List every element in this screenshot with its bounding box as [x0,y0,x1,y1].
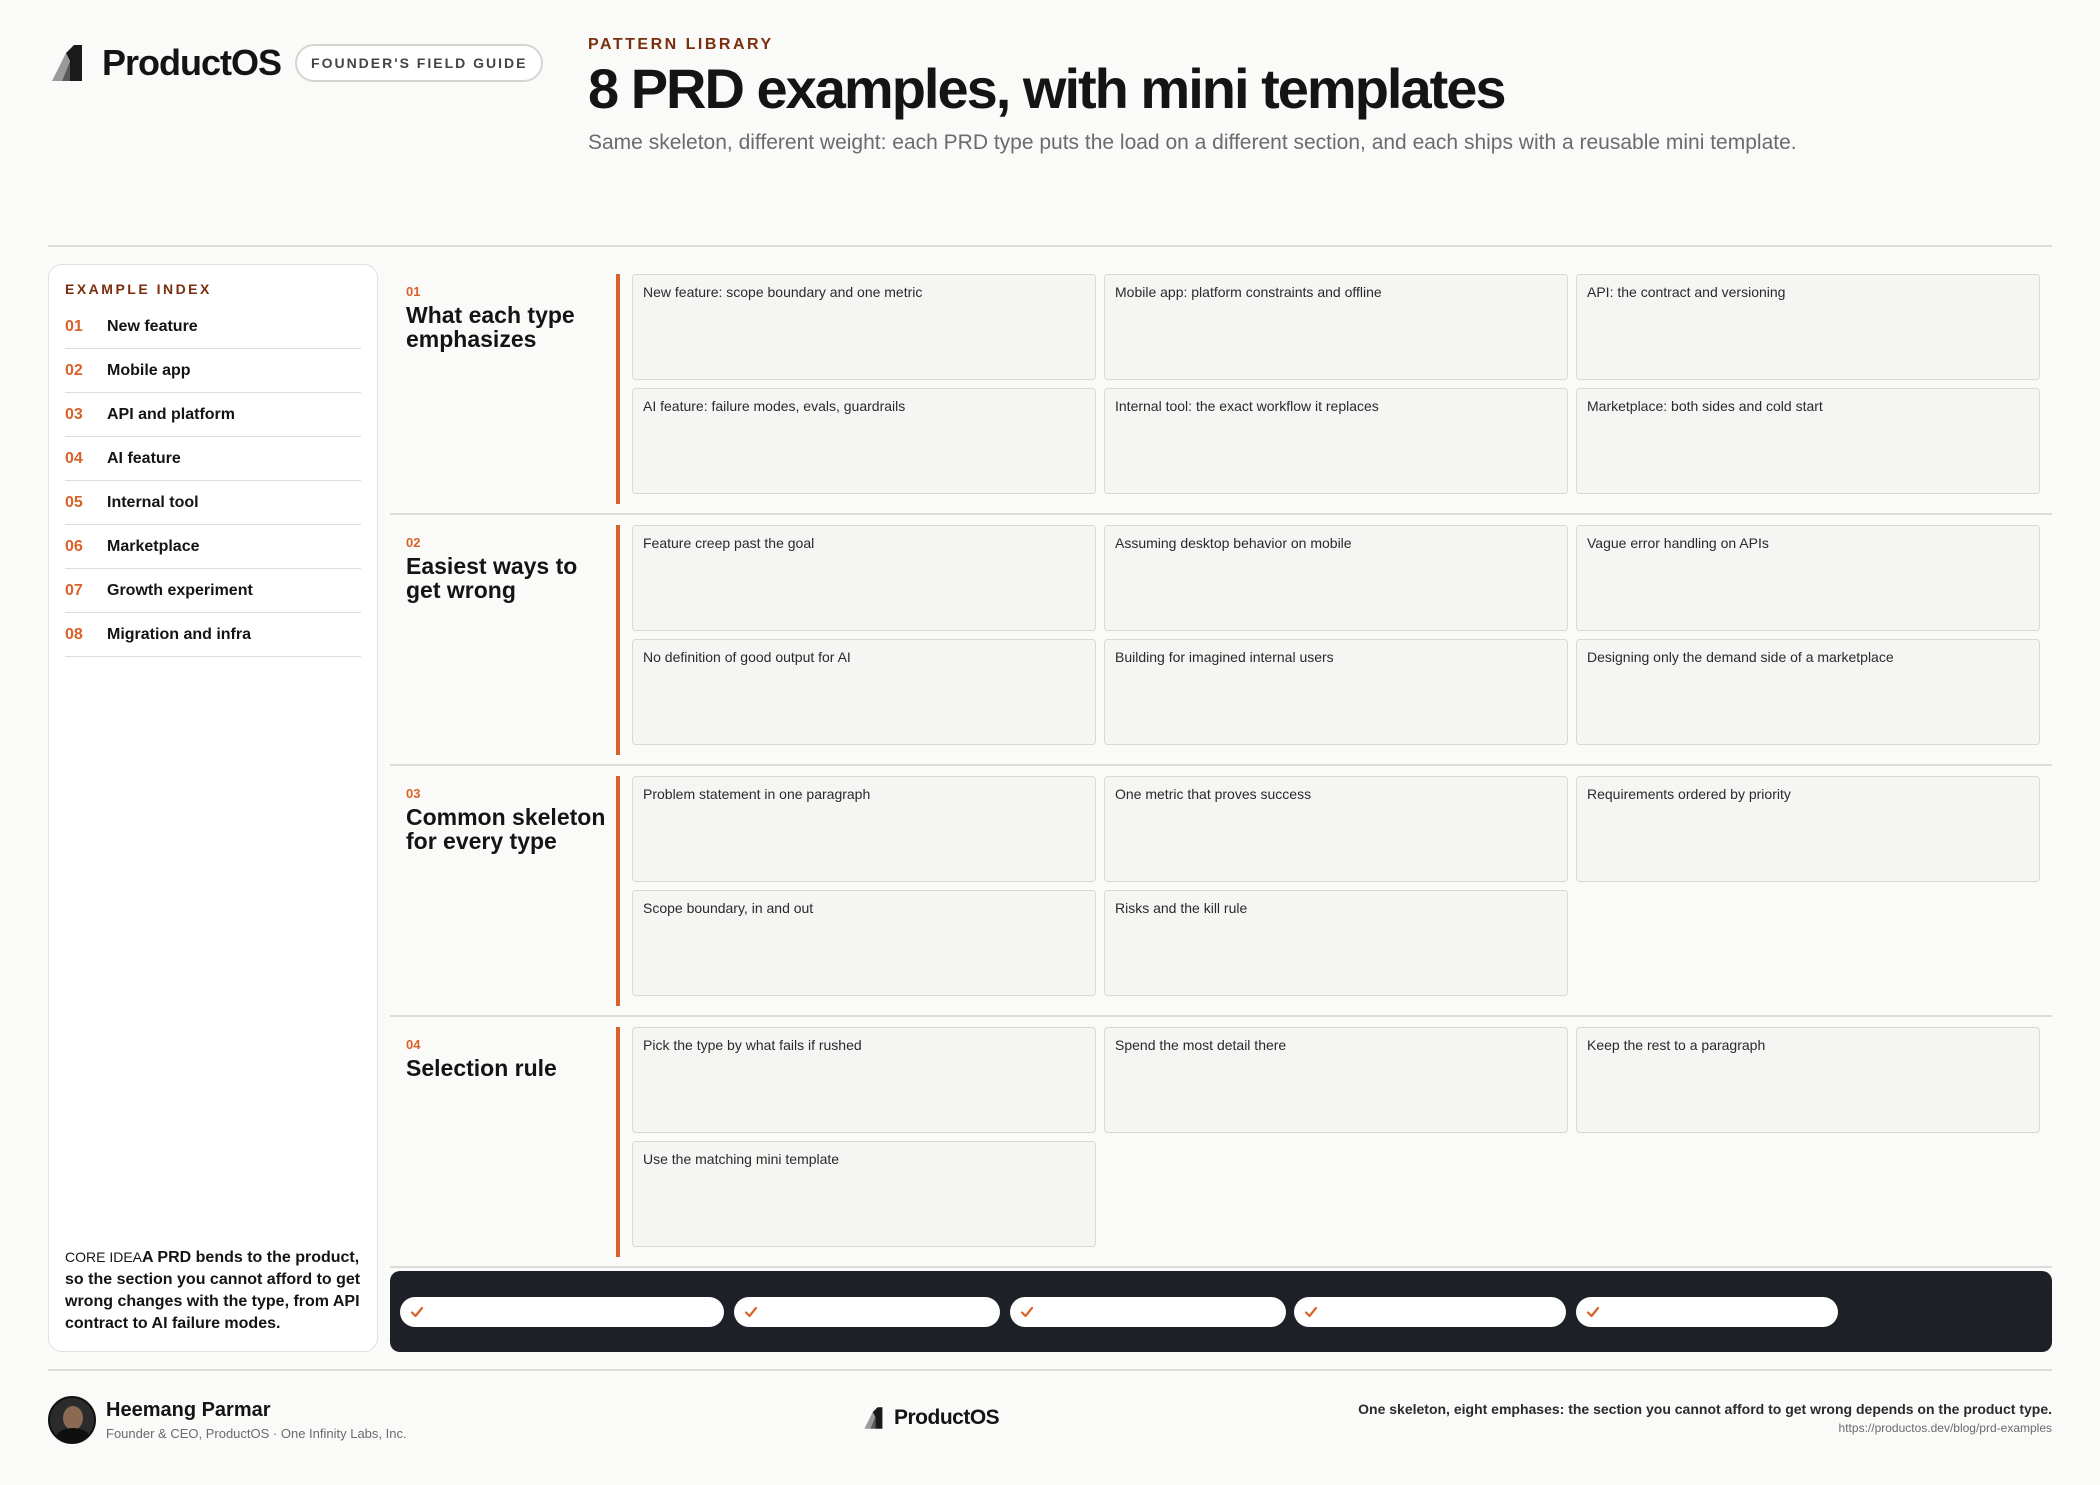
section-number: 04 [406,1037,421,1052]
index-item-number: 04 [65,449,83,467]
section-header [406,535,606,602]
template-card: One metric that proves success [1104,776,1568,882]
checklist-item [734,1297,1000,1327]
core-idea-text: A PRD bends to the product, so the section you cannot afford to get wrong changes with the type, from API contract to AI failure modes. [65,1249,361,1332]
example-index-panel [48,264,378,1352]
example-index-list [65,305,361,657]
check-icon [410,1305,424,1319]
section-accent-bar [616,525,620,755]
footer-brand [862,1406,999,1430]
check-icon [744,1305,758,1319]
header [48,36,2052,246]
template-card: Building for imagined internal users [1104,639,1568,745]
index-item[interactable] [65,569,361,613]
template-card: Scope boundary, in and out [632,890,1096,996]
template-card: Spend the most detail there [1104,1027,1568,1133]
index-item-label: Marketplace [107,537,200,555]
section-03 [390,766,2052,1017]
section-header [406,1037,606,1080]
footer-right [1358,1401,2052,1435]
index-item-label: Internal tool [107,493,199,511]
template-card: Risks and the kill rule [1104,890,1568,996]
checklist-bar [390,1271,2052,1352]
page-subtitle: Same skeleton, different weight: each PRD type puts the load on a different section, and each ships with a reusable mini template. [588,130,1797,154]
check-icon [1586,1305,1600,1319]
section-number: 02 [406,535,421,550]
section-number: 01 [406,284,421,299]
section-02 [390,515,2052,766]
index-item[interactable] [65,481,361,525]
section-accent-bar [616,776,620,1006]
index-item[interactable] [65,349,361,393]
page-eyebrow: PATTERN LIBRARY [588,36,774,53]
section-04 [390,1017,2052,1268]
index-item-label: API and platform [107,405,236,423]
template-card: Use the matching mini template [632,1141,1096,1247]
template-card: Internal tool: the exact workflow it replaces [1104,388,1568,494]
checklist-item [1576,1297,1838,1327]
productos-logo-icon [862,1406,886,1430]
footer-brand-name: ProductOS [894,1406,1000,1429]
template-card: Assuming desktop behavior on mobile [1104,525,1568,631]
template-card: Marketplace: both sides and cold start [1576,388,2040,494]
core-idea [65,1246,365,1335]
header-divider [48,245,2052,247]
check-icon [1020,1305,1034,1319]
index-item[interactable] [65,437,361,481]
section-number: 03 [406,786,421,801]
author-name: Heemang Parmar [106,1399,271,1421]
section-title: Selection rule [406,1055,557,1081]
template-card: New feature: scope boundary and one metric [632,274,1096,380]
example-index-heading: EXAMPLE INDEX [65,281,212,297]
footer-url[interactable]: https://productos.dev/blog/prd-examples [1838,1421,2052,1435]
template-card: Keep the rest to a paragraph [1576,1027,2040,1133]
index-item-number: 02 [65,361,83,379]
card-grid [632,1027,2042,1247]
template-card: Designing only the demand side of a marketplace [1576,639,2040,745]
index-item-number: 06 [65,537,83,555]
brand [48,42,543,84]
index-item-label: AI feature [107,449,181,467]
section-01 [390,264,2052,515]
brand-name: ProductOS [102,42,282,83]
section-accent-bar [616,274,620,504]
index-item-label: New feature [107,317,198,335]
index-item[interactable] [65,393,361,437]
template-card: AI feature: failure modes, evals, guardrails [632,388,1096,494]
index-item[interactable] [65,613,361,657]
template-card: API: the contract and versioning [1576,274,2040,380]
index-item-number: 01 [65,317,83,335]
section-header [406,786,606,853]
template-card: No definition of good output for AI [632,639,1096,745]
checklist-item [1010,1297,1286,1327]
template-card: Mobile app: platform constraints and offline [1104,274,1568,380]
checklist-item [1294,1297,1566,1327]
template-card: Feature creep past the goal [632,525,1096,631]
page-title: 8 PRD examples, with mini templates [588,57,1505,120]
author-role: Founder & CEO, ProductOS · One Infinity Labs, Inc. [106,1426,407,1441]
core-idea-tag: CORE IDEA [65,1249,143,1265]
section-title: Easiest ways to get wrong [406,553,578,603]
index-item-label: Growth experiment [107,581,253,599]
template-card: Pick the type by what fails if rushed [632,1027,1096,1133]
section-title: Common skeleton for every type [406,804,606,854]
check-icon [1304,1305,1318,1319]
index-item-number: 07 [65,581,83,599]
template-card: Problem statement in one paragraph [632,776,1096,882]
section-header [406,284,606,351]
author [48,1396,407,1444]
index-item[interactable] [65,305,361,349]
index-item-number: 03 [65,405,83,423]
index-item-label: Migration and infra [107,625,251,643]
checklist-item [400,1297,724,1327]
card-grid [632,525,2042,745]
productos-logo-icon [48,43,88,83]
card-grid [632,274,2042,494]
template-card: Requirements ordered by priority [1576,776,2040,882]
guide-badge: FOUNDER'S FIELD GUIDE [295,44,543,82]
section-title: What each type emphasizes [406,302,575,352]
footer-divider [48,1369,2052,1371]
card-grid [632,776,2042,996]
template-card: Vague error handling on APIs [1576,525,2040,631]
footer-tagline: One skeleton, eight emphases: the section you cannot afford to get wrong depends on the product type. [1358,1401,2052,1417]
sections [390,264,2052,1268]
index-item-number: 08 [65,625,83,643]
index-item[interactable] [65,525,361,569]
index-item-label: Mobile app [107,361,191,379]
section-accent-bar [616,1027,620,1257]
index-item-number: 05 [65,493,83,511]
title-block [588,36,2048,155]
avatar [48,1396,96,1444]
